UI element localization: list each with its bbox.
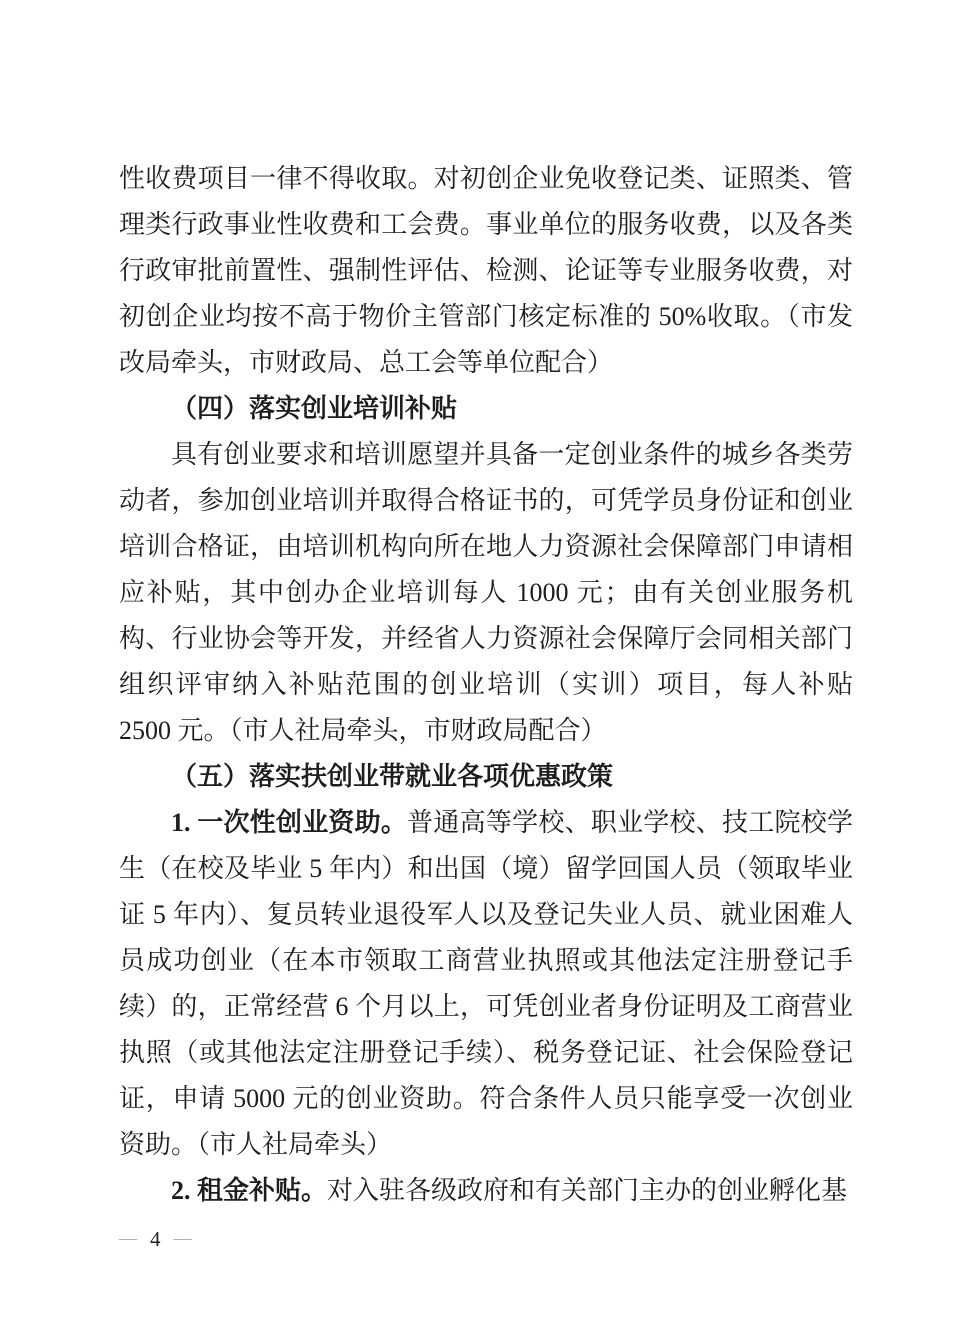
paragraph [119, 156, 853, 386]
section-heading [119, 754, 853, 800]
emphasis-run: （四）落实创业培训补贴 [171, 394, 458, 423]
page-number: 4 [150, 1227, 161, 1251]
paragraph [119, 800, 853, 1168]
page-footer [119, 1227, 192, 1252]
document-body [119, 156, 853, 1214]
footer-dash-right: — [173, 1228, 192, 1248]
footer-dash-left: — [119, 1228, 137, 1248]
paragraph [119, 1168, 853, 1214]
emphasis-run: 1. 一次性创业资助。 [171, 808, 408, 837]
text-run: 具有创业要求和培训愿望并具备一定创业条件的城乡各类劳动者，参加创业培训并取得合格证书的，可凭学员身份证和创业培训合格证，由培训机构向所在地人力资源社会保障部门申请相应补贴，其中创办企业培训每人 1000 元；由有关创业服务机构、行业协会等开发，并经省人力资源社会保障厅会同相关部门组织评审纳入补贴范围的创业培训（实训）项目，每人补贴 2500 元。（市人社局牵头，市财政局配合） [119, 440, 853, 745]
text-run: 性收费项目一律不得收取。对初创企业免收登记类、证照类、管理类行政事业性收费和工会费。事业单位的服务收费，以及各类行政审批前置性、强制性评估、检测、论证等专业服务收费，对初创企业均按不高于物价主管部门核定标准的 50%收取。（市发改局牵头，市财政局、总工会等单位配合） [119, 164, 853, 377]
emphasis-run: （五）落实扶创业带就业各项优惠政策 [171, 762, 614, 791]
emphasis-run: 2. 租金补贴。 [171, 1176, 328, 1205]
section-heading [119, 386, 853, 432]
paragraph [119, 432, 853, 754]
text-run: 普通高等学校、职业学校、技工院校学生（在校及毕业 5 年内）和出国（境）留学回国人员（领取毕业证 5 年内）、复员转业退役军人以及登记失业人员、就业困难人员成功创业（在本市领取工商营业执照或其他法定注册登记手续）的，正常经营 6 个月以上，可凭创业者身份证明及工商营业执照（或其他法定注册登记手续）、税务登记证、社会保险登记证，申请 5000 元的创业资助。符合条件人员只能享受一次创业资助。（市人社局牵头） [119, 808, 853, 1159]
text-run: 对入驻各级政府和有关部门主办的创业孵化基 [327, 1176, 848, 1205]
